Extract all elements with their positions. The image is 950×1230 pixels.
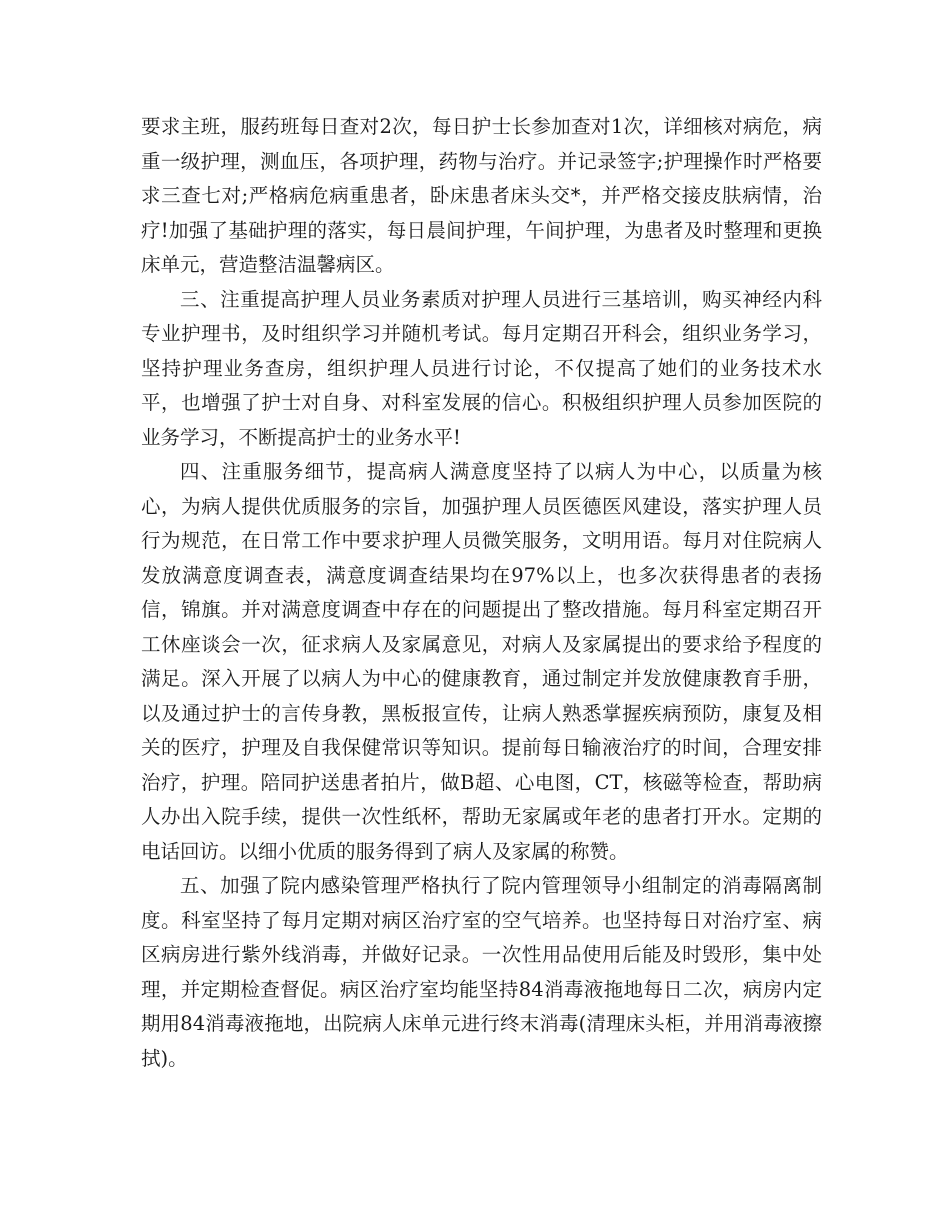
paragraph-section-5: 五、加强了院内感染管理严格执行了院内管理领导小组制定的消毒隔离制度。科室坚持了每月定期对病区治疗室的空气培养。也坚持每日对治疗室、病区病房进行紫外线消毒，并做好记录。一次性用品使用后能及时毁形，集中处理，并定期检查督促。病区治疗室均能坚持84消毒液拖地每日二次，病房内定期用84消毒液拖地，出院病人床单元进行终末消毒(清理床头柜，并用消毒液擦拭)。 [141,874,822,1070]
paragraph-section-3: 三、注重提高护理人员业务素质对护理人员进行三基培训，购买神经内科专业护理书，及时组织学习并随机考试。每月定期召开科会，组织业务学习，坚持护理业务查房，组织护理人员进行讨论，不仅提高了她们的业务技术水平，也增强了护士对自身、对科室发展的信心。积极组织护理人员参加医院的业务学习，不断提高护士的业务水平! [141,287,822,449]
paragraph-section-4: 四、注重服务细节，提高病人满意度坚持了以病人为中心，以质量为核心，为病人提供优质服务的宗旨，加强护理人员医德医风建设，落实护理人员行为规范，在日常工作中要求护理人员微笑服务，文明用语。每月对住院病人发放满意度调查表，满意度调查结果均在97%以上，也多次获得患者的表扬信，锦旗。并对满意度调查中存在的问题提出了整改措施。每月科室定期召开工休座谈会一次，征求病人及家属意见，对病人及家属提出的要求给予程度的满足。深入开展了以病人为中心的健康教育，通过制定并发放健康教育手册，以及通过护士的言传身教，黑板报宣传，让病人熟悉掌握疾病预防，康复及相关的医疗，护理及自我保健常识等知识。提前每日输液治疗的时间，合理安排治疗，护理。陪同护送患者拍片，做B超、心电图，CT，核磁等检查，帮助病人办出入院手续，提供一次性纸杯，帮助无家属或年老的患者打开水。定期的电话回访。以细小优质的服务得到了病人及家属的称赞。 [141,460,822,863]
paragraph-continuation: 要求主班，服药班每日查对2次，每日护士长参加查对1次，详细核对病危，病重一级护理，测血压，各项护理，药物与治疗。并记录签字;护理操作时严格要求三查七对;严格病危病重患者，卧床患者床头交*，并严格交接皮肤病情，治疗!加强了基础护理的落实，每日晨间护理，午间护理，为患者及时整理和更换床单元，营造整洁温馨病区。 [141,115,822,276]
